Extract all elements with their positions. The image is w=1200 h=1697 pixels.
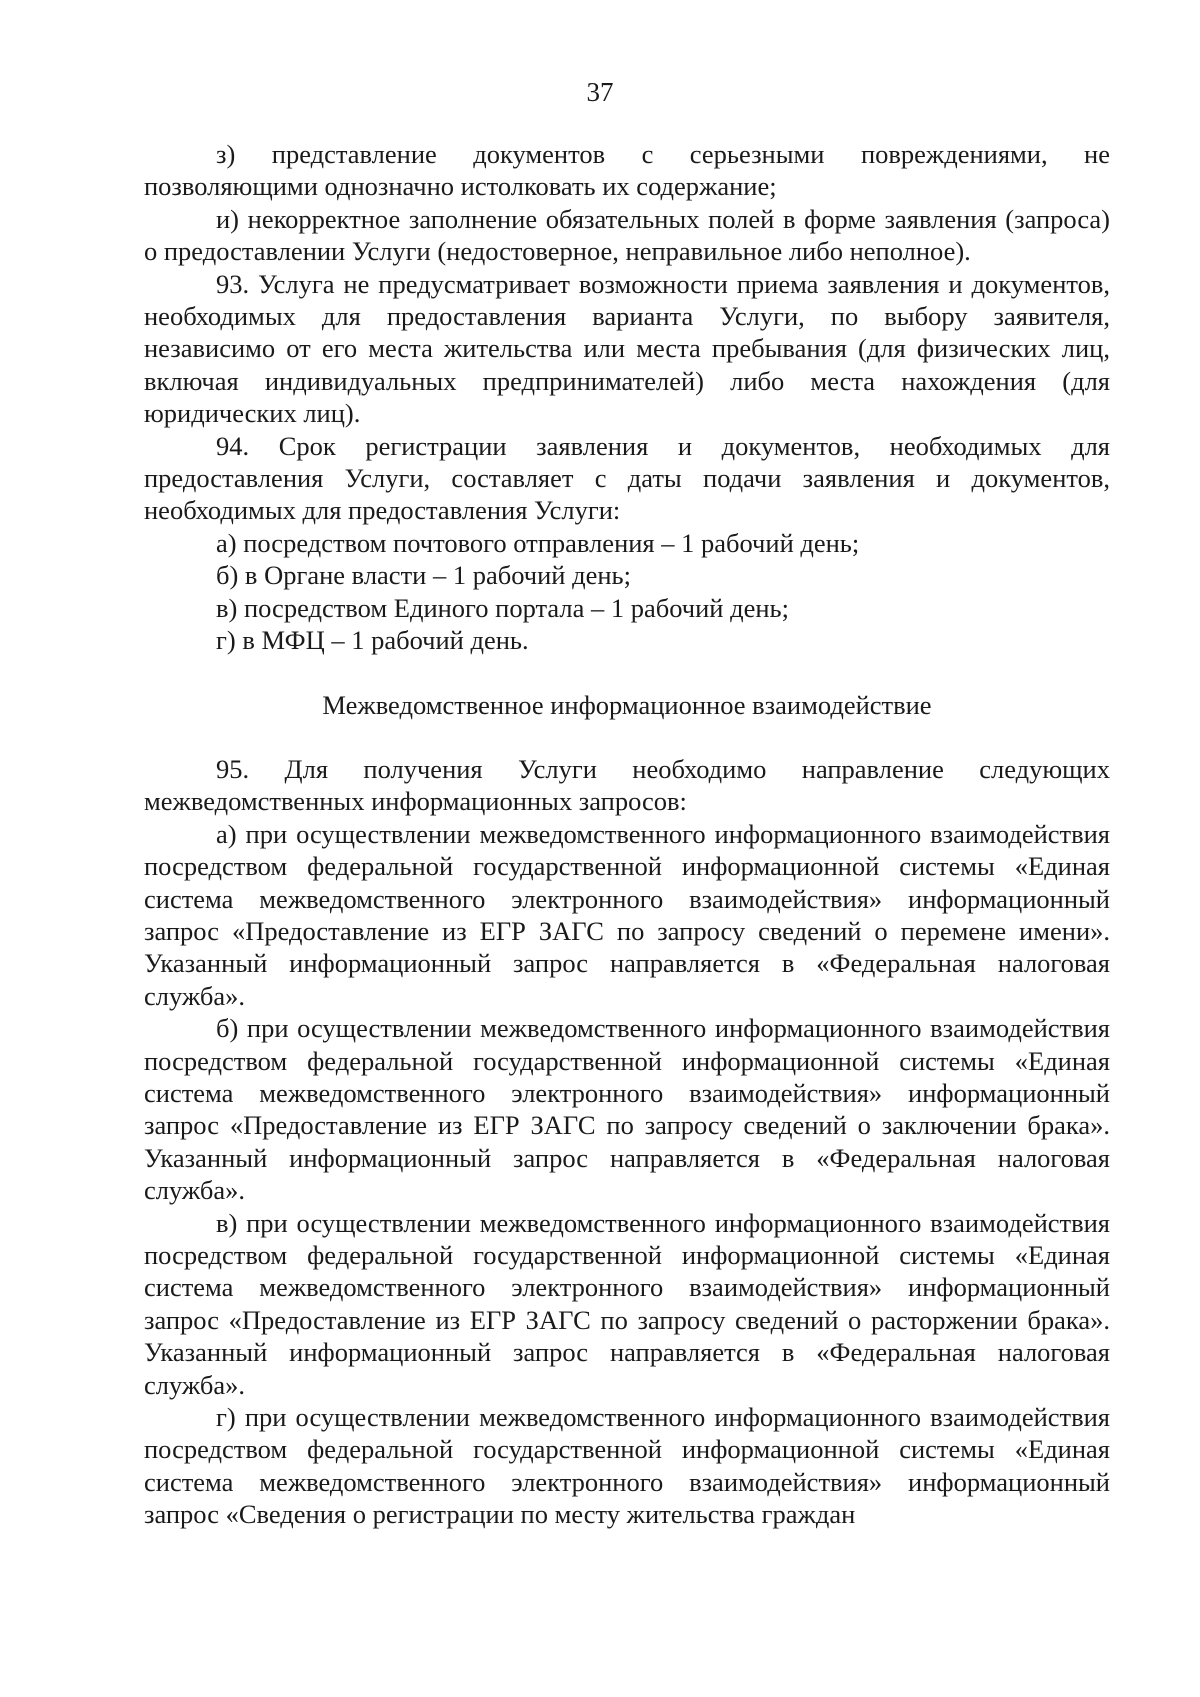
paragraph-95-b: б) при осуществлении межведомственного информационного взаимодействия посредством федеральной государственной информационной системы «Единая система межведомственного электронного взаимодействия» информационный запрос «Предоставление из ЕГР ЗАГС по запросу сведений о заключении брака». Указанный информационный запрос направляется в «Федеральная налоговая служба». (144, 1013, 1110, 1206)
paragraph-i: и) некорректное заполнение обязательных полей в форме заявления (запроса) о предоставлении Услуги (недостоверное, неправильное либо неполное). (144, 203, 1110, 267)
paragraph-z: з) представление документов с серьезными повреждениями, не позволяющими однозначно истолковать их содержание; (144, 139, 1110, 202)
paragraph-94-v: в) посредством Единого портала – 1 рабочий день; (216, 592, 789, 623)
paragraph-94-b: б) в Органе власти – 1 рабочий день; (216, 560, 631, 591)
page-number: 37 (586, 77, 614, 107)
document-body (144, 138, 1110, 1531)
paragraph-95: 95. Для получения Услуги необходимо направление следующих межведомственных информационных запросов: (144, 753, 1110, 817)
paragraph-94: 94. Срок регистрации заявления и документов, необходимых для предоставления Услуги, составляет с даты подачи заявления и документов, необходимых для предоставления Услуги: (144, 430, 1110, 526)
paragraph-93: 93. Услуга не предусматривает возможности приема заявления и документов, необходимых для предоставления варианта Услуги, по выбору заявителя, независимо от его места жительства или места пребывания (для физических лиц, включая индивидуальных предпринимателей) либо места нахождения (для юридических лиц). (144, 268, 1110, 429)
section-heading: Межведомственное информационное взаимодействие (322, 689, 932, 720)
paragraph-94-g: г) в МФЦ – 1 рабочий день. (216, 625, 529, 656)
paragraph-95-v: в) при осуществлении межведомственного информационного взаимодействия посредством федеральной государственной информационной системы «Единая система межведомственного электронного взаимодействия» информационный запрос «Предоставление из ЕГР ЗАГС по запросу сведений о расторжении брака». Указанный информационный запрос направляется в «Федеральная налоговая служба». (144, 1207, 1110, 1400)
paragraph-94-a: а) посредством почтового отправления – 1 рабочий день; (216, 527, 860, 558)
paragraph-95-g: г) при осуществлении межведомственного информационного взаимодействия посредством федеральной государственной информационной системы «Единая система межведомственного электронного взаимодействия» информационный запрос «Сведения о регистрации по месту жительства граждан (144, 1402, 1110, 1530)
paragraph-95-a: а) при осуществлении межведомственного информационного взаимодействия посредством федеральной государственной информационной системы «Единая система межведомственного электронного взаимодействия» информационный запрос «Предоставление из ЕГР ЗАГС по запросу сведений о перемене имени». Указанный информационный запрос направляется в «Федеральная налоговая служба». (144, 818, 1110, 1011)
